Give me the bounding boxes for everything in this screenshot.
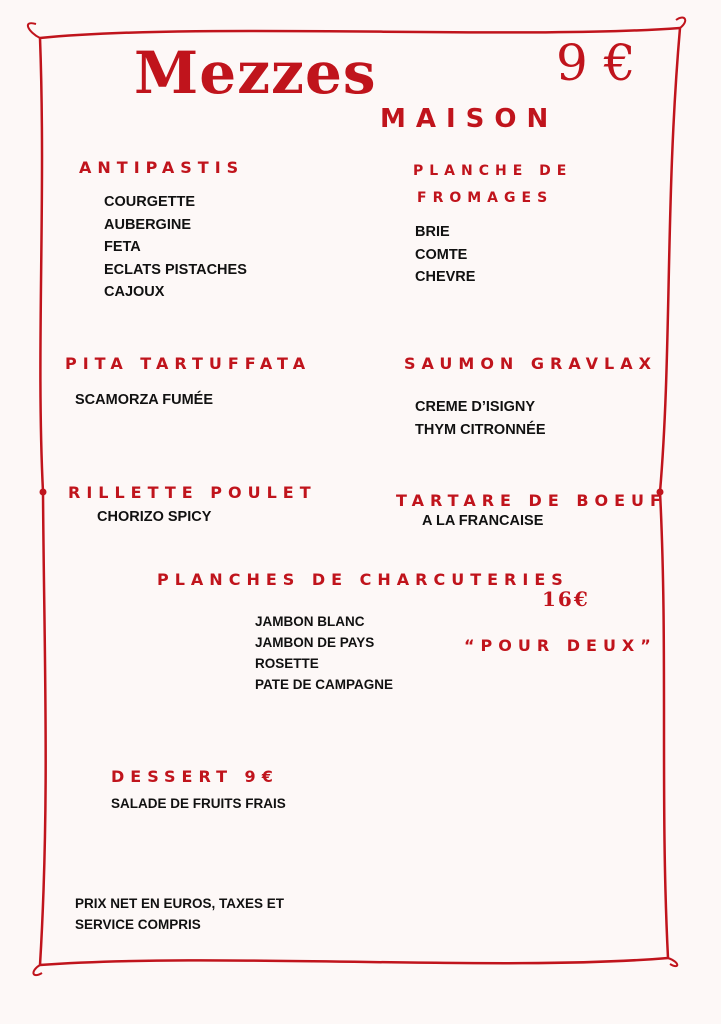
list-item: A LA FRANCAISE bbox=[422, 513, 544, 529]
footer-note bbox=[75, 893, 284, 935]
fromages-heading-line2: FROMAGES bbox=[417, 190, 554, 206]
tartare-list bbox=[422, 510, 543, 533]
list-item: CHORIZO SPICY bbox=[97, 509, 212, 525]
list-item: COMTE bbox=[415, 246, 468, 263]
list-item: BRIE bbox=[415, 224, 450, 240]
rillette-heading: RILLETTE POULET bbox=[68, 483, 317, 502]
saumon-heading: SAUMON GRAVLAX bbox=[404, 354, 657, 373]
list-item: PATE DE CAMPAGNE bbox=[255, 677, 394, 692]
list-item: SCAMORZA FUMÉE bbox=[75, 392, 214, 408]
list-item: CAJOUX bbox=[104, 284, 165, 301]
pita-heading: PITA TARTUFFATA bbox=[65, 354, 312, 373]
fromages-heading-line1: PLANCHE DE bbox=[413, 163, 573, 179]
antipastis-list bbox=[104, 191, 247, 304]
list-item: ROSETTE bbox=[255, 656, 319, 671]
list-item: AUBERGINE bbox=[104, 216, 192, 233]
list-item: ECLATS PISTACHES bbox=[104, 261, 247, 278]
mezzes-price: 9 € bbox=[556, 34, 636, 92]
list-item: THYM CITRONNÉE bbox=[415, 421, 546, 438]
charcuteries-note: “POUR DEUX” bbox=[464, 636, 657, 655]
menu-subtitle: MAISON bbox=[380, 104, 559, 134]
list-item: FETA bbox=[104, 239, 141, 256]
footer-line: PRIX NET EN EUROS, TAXES ET bbox=[75, 896, 285, 911]
rillette-list bbox=[97, 506, 211, 529]
menu-title: Mezzes bbox=[134, 39, 377, 107]
pita-list bbox=[75, 389, 213, 412]
footer-line: SERVICE COMPRIS bbox=[75, 917, 201, 932]
list-item: CHEVRE bbox=[415, 269, 476, 286]
list-item: COURGETTE bbox=[104, 194, 196, 210]
charcuteries-list bbox=[255, 611, 393, 695]
charcuteries-price: 16€ bbox=[542, 587, 590, 611]
list-item: JAMBON BLANC bbox=[255, 614, 365, 629]
list-item: SALADE DE FRUITS FRAIS bbox=[111, 796, 286, 811]
tartare-heading: TARTARE DE BOEUF bbox=[396, 491, 667, 510]
saumon-list bbox=[415, 396, 546, 441]
list-item: JAMBON DE PAYS bbox=[255, 635, 375, 650]
dessert-list bbox=[111, 793, 286, 814]
list-item: CREME D’ISIGNY bbox=[415, 399, 536, 415]
antipastis-heading: ANTIPASTIS bbox=[79, 158, 245, 177]
dessert-heading: DESSERT 9€ bbox=[111, 767, 279, 786]
charcuteries-heading: PLANCHES DE CHARCUTERIES bbox=[157, 570, 569, 589]
fromages-list bbox=[415, 221, 475, 289]
